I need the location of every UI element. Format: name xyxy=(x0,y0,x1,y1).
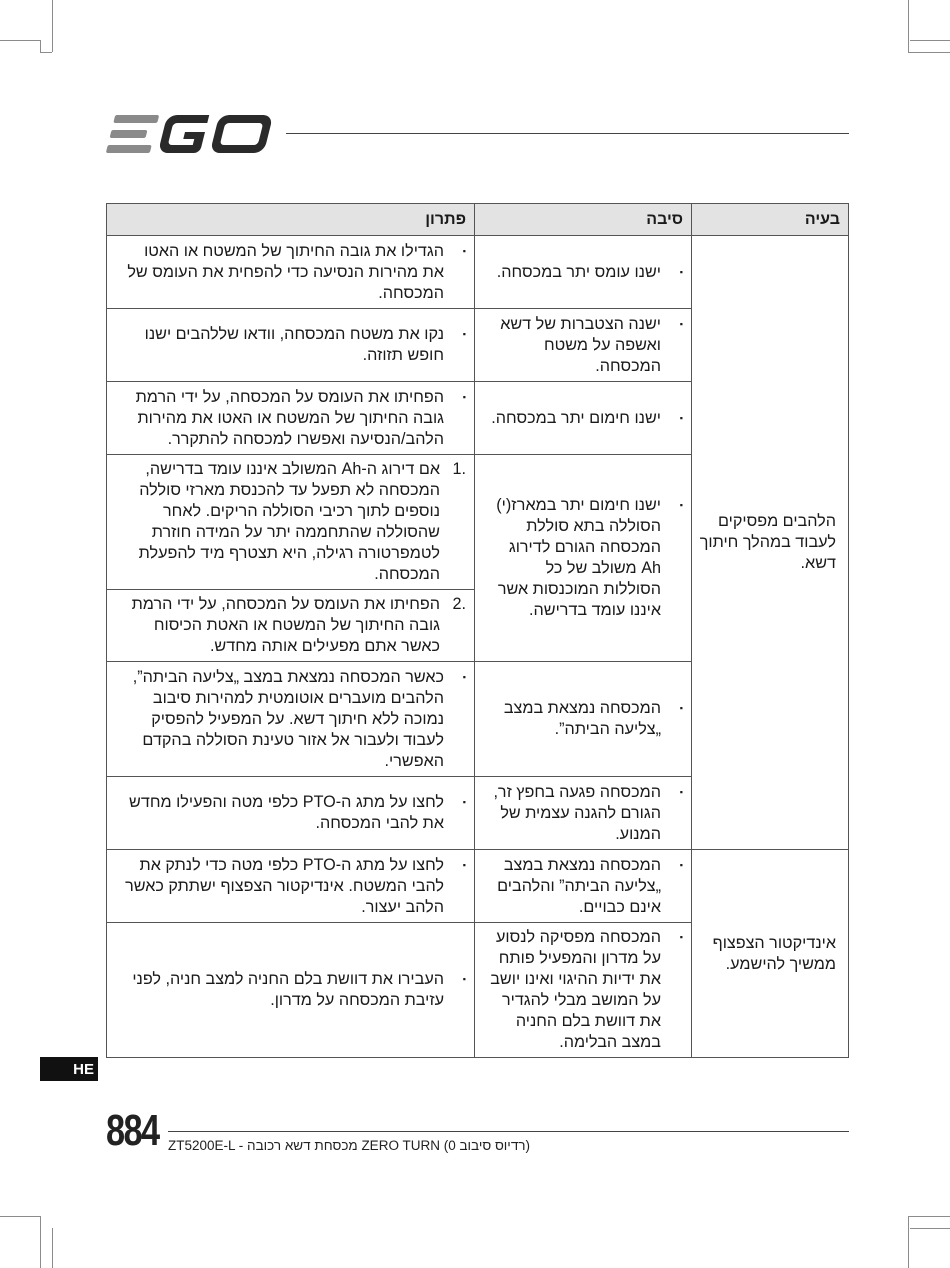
troubleshooting-table xyxy=(106,203,849,1058)
step-number: 1. xyxy=(452,460,466,478)
bullet-icon: ▪ xyxy=(462,797,466,807)
cause-text: ישנו עומס יתר במכסחה. xyxy=(496,262,661,281)
solution-cell xyxy=(107,777,475,850)
crop-mark xyxy=(908,1216,909,1268)
solution-cell xyxy=(107,309,475,382)
solution-cell xyxy=(107,236,475,309)
ego-logo xyxy=(106,112,276,156)
crop-mark xyxy=(40,1216,41,1268)
crop-mark xyxy=(910,40,950,41)
cause-cell xyxy=(475,662,692,777)
problem-cell xyxy=(692,850,849,1058)
solution-text: הפחיתו את העומס על המכסחה, על ידי הרמת גובה החיתוך של המשטח או האטת הכיסוח כאשר אתם מפעילים אותה מחדש. xyxy=(131,595,440,655)
bullet-icon: ▪ xyxy=(462,974,466,984)
cause-text: המכסחה מפסיקה לנסוע על מדרון והמפעיל פותח את ידיות ההיגוי ואינו יושב על המושב מבלי להגדיר את דוושת בלם החניה במצב הבלימה. xyxy=(490,928,661,1051)
problem-text: הלהבים מפסיקים לעבוד במהלך חיתוך דשא. xyxy=(699,512,836,572)
crop-mark xyxy=(910,1228,950,1229)
table-row xyxy=(107,236,849,309)
solution-cell xyxy=(107,590,475,662)
solution-cell xyxy=(107,455,475,590)
cause-text: המכסחה נמצאת במצב „צליעה הביתה”. xyxy=(503,699,661,738)
crop-mark xyxy=(908,52,950,53)
solution-text: הגדילו את גובה החיתוך של המשטח או האטו את מהירות הנסיעה כדי להפחית את העומס של המכסחה. xyxy=(127,241,444,302)
bullet-icon: ▪ xyxy=(462,329,466,339)
bullet-icon: ▪ xyxy=(462,859,466,870)
table-row xyxy=(107,850,849,923)
step-number: 2. xyxy=(452,595,466,613)
crop-mark xyxy=(0,1216,40,1217)
solution-text: הפחיתו את העומס על המכסחה, על ידי הרמת גובה החיתוך של המשטח או האטו את מהירות הלהב/הנסיעה ואפשרו למכסחה להתקרר. xyxy=(135,387,444,448)
cause-text: ישנה הצטברות של דשא ואשפה על משטח המכסחה. xyxy=(500,314,661,375)
bullet-icon: ▪ xyxy=(462,671,466,682)
header-rule xyxy=(286,133,849,134)
solution-text: נקו את משטח המכסחה, וודאו שללהבים ישנו חופש תזוזה. xyxy=(144,325,444,364)
bullet-icon: ▪ xyxy=(679,932,683,942)
footer-title: ZT5200E-L - מכסחת דשא רכובה ZERO TURN (רדיוס סיבוב 0) xyxy=(168,1138,531,1153)
page-number: 884 xyxy=(106,1106,159,1155)
cause-cell xyxy=(475,923,692,1058)
crop-mark xyxy=(0,40,40,41)
crop-mark xyxy=(52,0,53,52)
solution-text: העבירו את דוושת בלם החניה למצב חניה, לפני עזיבת המכסחה על מדרון. xyxy=(132,970,444,1009)
cause-text: ישנו חימום יתר במכסחה. xyxy=(491,408,661,427)
language-badge: HE xyxy=(40,1057,98,1081)
solution-text: לחצו על מתג ה-PTO כלפי מטה והפעילו מחדש את להבי המכסחה. xyxy=(129,793,444,832)
solution-cell xyxy=(107,382,475,455)
cause-text: המכסחה נמצאת במצב „צליעה הביתה” והלהבים אינם כבויים. xyxy=(497,855,661,916)
header-cause: סיבה xyxy=(475,204,692,236)
solution-text: כאשר המכסחה נמצאת במצב „צליעה הביתה”, הלהבים מועברים אוטומטית למהירות סיבוב נמוכה ללא חיתוך דשא. על המפעיל להפסיק לעבוד ולעבור אל אזור טעינת הסוללה בהקדם האפשרי. xyxy=(132,667,444,770)
solution-text: לחצו על מתג ה-PTO כלפי מטה כדי לנתק את להבי המשטח. אינדיקטור הצפצוף ישתתק כאשר הלהב יעצור. xyxy=(125,855,444,916)
cause-text: ישנו חימום יתר במארז(י) הסוללה בתא סוללת המכסחה הגורם לדירוג Ah משולב של כל הסוללות המוכנסות אשר איננו עומד בדרישה. xyxy=(496,496,661,619)
problem-cell xyxy=(692,236,849,850)
crop-mark xyxy=(40,40,41,52)
cause-cell xyxy=(475,850,692,923)
crop-mark xyxy=(40,52,52,53)
header-solution: פתרון xyxy=(107,204,475,236)
cause-cell xyxy=(475,777,692,850)
cause-cell xyxy=(475,382,692,455)
problem-text: אינדיקטור הצפצוף ממשיך להישמע. xyxy=(712,933,836,973)
crop-mark xyxy=(52,1228,53,1268)
cause-text: המכסחה פגעה בחפץ זר, הגורם להגנה עצמית של המנוע. xyxy=(493,782,661,843)
footer-rule xyxy=(168,1131,849,1132)
cause-cell xyxy=(475,309,692,382)
crop-mark xyxy=(908,0,909,52)
solution-cell xyxy=(107,923,475,1058)
bullet-icon: ▪ xyxy=(679,412,683,423)
crop-mark xyxy=(908,1216,950,1217)
cause-cell xyxy=(475,455,692,662)
header-problem: בעיה xyxy=(692,204,849,236)
bullet-icon: ▪ xyxy=(679,859,683,870)
solution-text: אם דירוג ה-Ah המשולב איננו עומד בדרישה, המכסחה לא תפעל עד להכנסת מארזי סוללה נוספים לתוך רכיבי הסוללה הריקים. לאחר שהסוללה שהתחממה יתר על המידה חוזרת לטמפרטורה רגילה, היא תצטרף מיד להפעלת המכסחה. xyxy=(138,460,440,583)
solution-cell xyxy=(107,850,475,923)
bullet-icon: ▪ xyxy=(679,500,683,510)
table-header-row xyxy=(107,204,849,236)
bullet-icon: ▪ xyxy=(679,786,683,797)
bullet-icon: ▪ xyxy=(679,703,683,713)
cause-cell xyxy=(475,236,692,309)
bullet-icon: ▪ xyxy=(462,391,466,402)
bullet-icon: ▪ xyxy=(462,245,466,256)
solution-cell xyxy=(107,662,475,777)
bullet-icon: ▪ xyxy=(679,266,683,277)
bullet-icon: ▪ xyxy=(679,318,683,329)
